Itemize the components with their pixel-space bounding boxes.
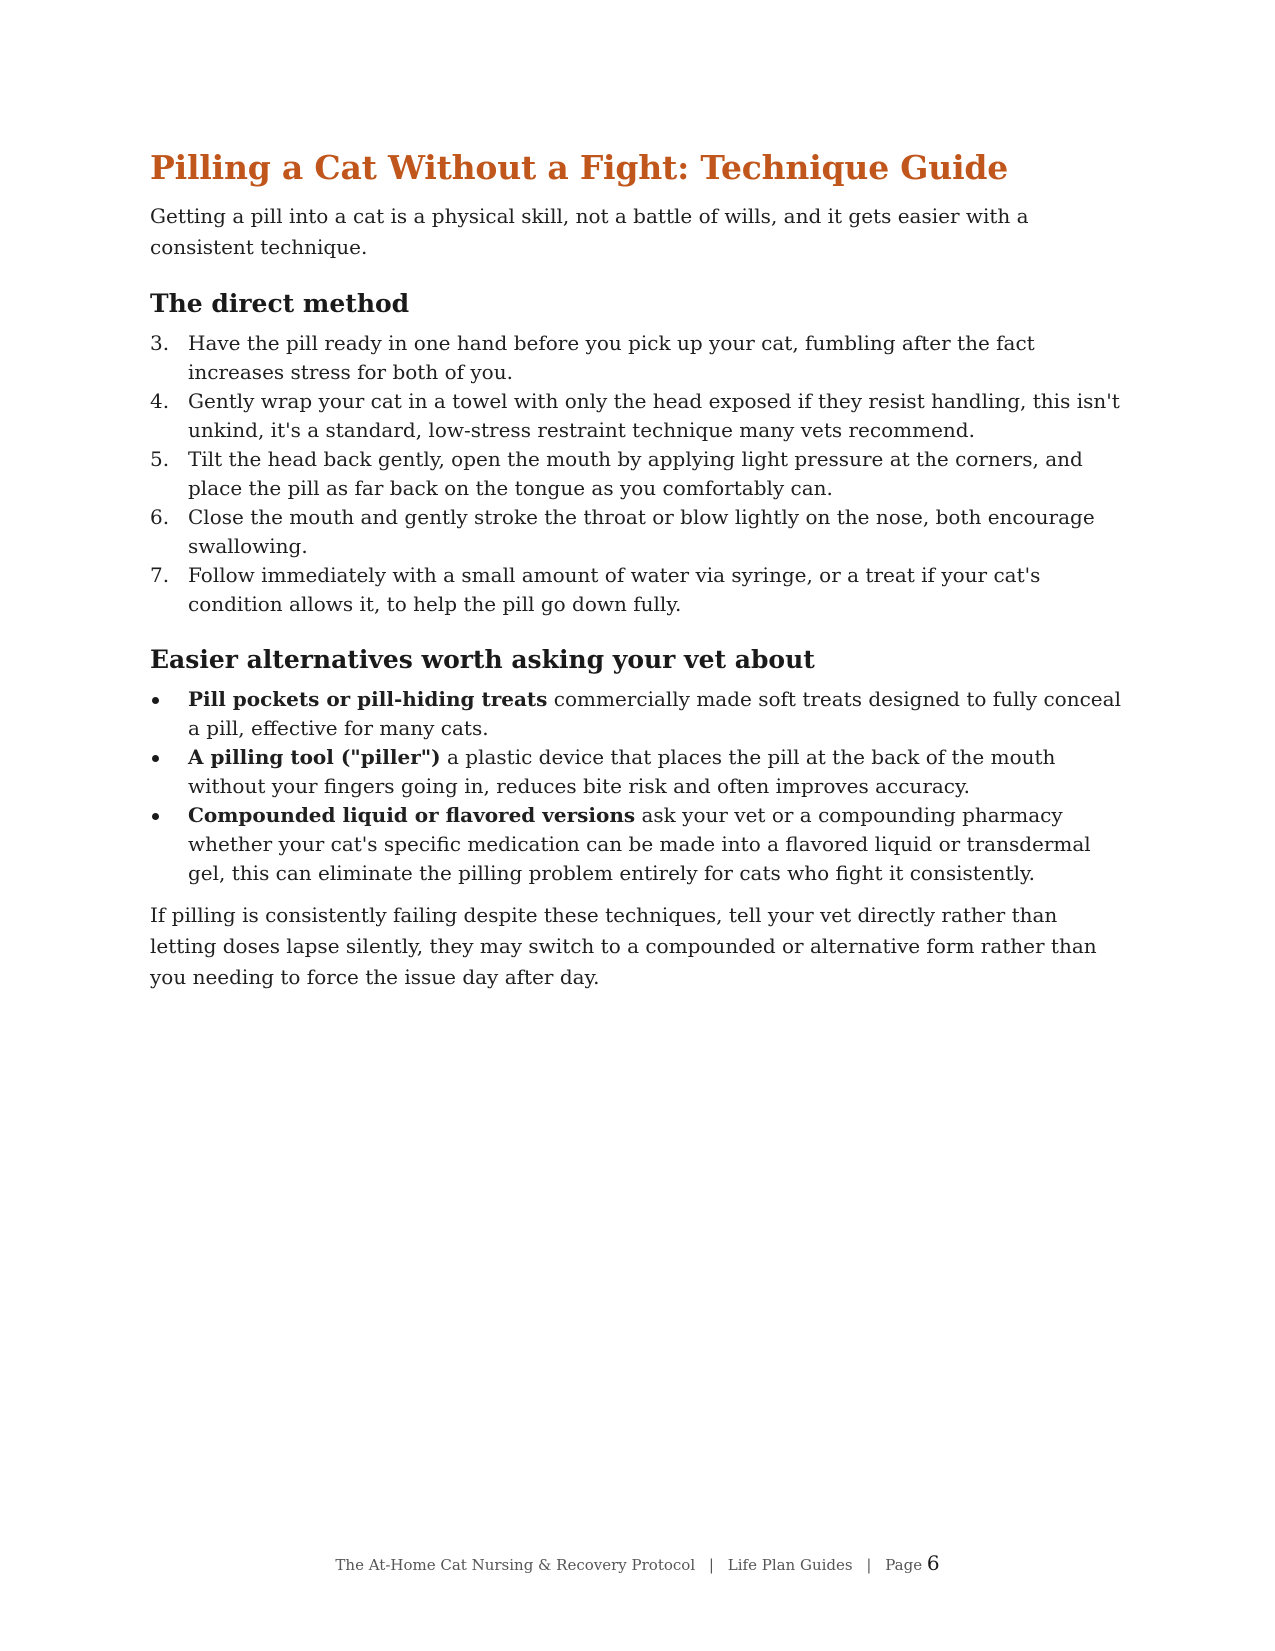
list-item-term: Pill pockets or pill-hiding treats xyxy=(188,686,548,711)
list-item-text: Close the mouth and gently stroke the throat or blow lightly on the nose, both encourage swallowing. xyxy=(188,504,1095,558)
closing-paragraph: If pilling is consistently failing despite these techniques, tell your vet directly rather than letting doses lapse silently, they may switch to a compounded or alternative form rather than you needing to force the issue day after day. xyxy=(150,902,1097,989)
list-item-text: ask your vet or a compounding pharmacy whether your cat's specific medication can be made into a flavored liquid or transdermal gel, this can eliminate the pilling problem entirely for cats who fight it consistently. xyxy=(188,802,1091,885)
list-item xyxy=(150,561,1125,619)
list-number: 7. xyxy=(150,562,170,587)
list-number: 5. xyxy=(150,446,170,471)
footer-separator: | xyxy=(708,1556,714,1574)
list-item-text: Follow immediately with a small amount of water via syringe, or a treat if your cat's condition allows it, to help the pill go down fully. xyxy=(188,562,1041,616)
list-item-text: commercially made soft treats designed to fully conceal a pill, effective for many cats. xyxy=(188,686,1121,740)
list-item-text: Gently wrap your cat in a towel with only the head exposed if they resist handling, this isn't unkind, it's a standard, low-stress restraint technique many vets recommend. xyxy=(188,388,1120,442)
page-title: Pilling a Cat Without a Fight: Technique Guide xyxy=(150,148,1009,187)
page-footer xyxy=(0,1551,1275,1575)
list-number: 4. xyxy=(150,388,170,413)
list-number: 6. xyxy=(150,504,170,529)
numbered-list xyxy=(150,329,1125,619)
footer-page-number: 6 xyxy=(926,1551,940,1575)
bullet-icon xyxy=(152,697,159,704)
bullet-icon xyxy=(152,813,159,820)
list-item xyxy=(150,387,1125,445)
list-item xyxy=(150,445,1125,503)
section-heading-direct-method: The direct method xyxy=(150,288,410,318)
list-item xyxy=(150,743,1125,801)
list-item xyxy=(150,685,1125,743)
list-item-text: Tilt the head back gently, open the mouth by applying light pressure at the corners, and place the pill as far back on the tongue as you comfortably can. xyxy=(188,446,1083,500)
footer-separator: | xyxy=(866,1556,872,1574)
list-number: 3. xyxy=(150,330,170,355)
bullet-icon xyxy=(152,755,159,762)
list-item-text: a plastic device that places the pill at the back of the mouth without your fingers going in, reduces bite risk and often improves accuracy. xyxy=(188,744,1056,798)
list-item-term: A pilling tool ("piller") xyxy=(188,744,441,769)
footer-page-label: Page xyxy=(885,1556,923,1574)
document-page xyxy=(150,148,1125,993)
section-heading-alternatives: Easier alternatives worth asking your vet about xyxy=(150,644,815,674)
footer-publisher: Life Plan Guides xyxy=(727,1556,853,1574)
list-item xyxy=(150,503,1125,561)
list-item xyxy=(150,329,1125,387)
intro-paragraph: Getting a pill into a cat is a physical skill, not a battle of wills, and it gets easier with a consistent technique. xyxy=(150,203,1029,259)
bullet-list xyxy=(150,685,1125,888)
list-item-text: Have the pill ready in one hand before you pick up your cat, fumbling after the fact increases stress for both of you. xyxy=(188,330,1035,384)
list-item-term: Compounded liquid or flavored versions xyxy=(188,802,636,827)
list-item xyxy=(150,801,1125,888)
footer-doc-name: The At-Home Cat Nursing & Recovery Protocol xyxy=(335,1556,696,1574)
